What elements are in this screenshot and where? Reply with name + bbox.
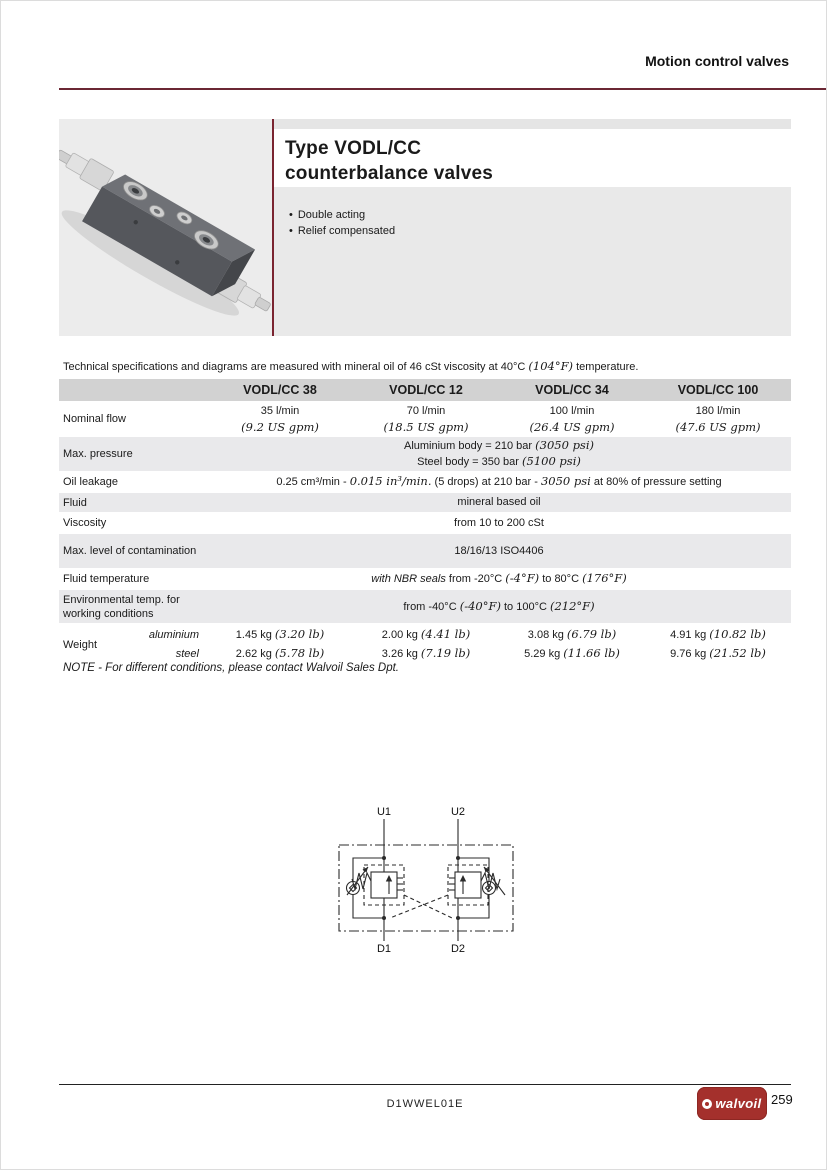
imperial-value: (10.82 lb) xyxy=(709,627,766,641)
span-cell xyxy=(207,472,791,492)
span-cell xyxy=(207,437,791,471)
value-cell xyxy=(207,624,353,666)
row-label: Max. level of contamination xyxy=(63,545,197,557)
metric-value: (5 drops) at 210 bar - xyxy=(431,476,541,488)
schematic-svg xyxy=(331,801,521,953)
metric-value: 1.45 kg xyxy=(235,629,275,641)
product-title-line2: counterbalance valves xyxy=(285,163,494,184)
valve-photo-illustration xyxy=(59,119,272,336)
metric-value: 2.62 kg xyxy=(235,648,275,660)
imperial-value: (212°F) xyxy=(549,598,595,613)
imperial-value: (6.79 lb) xyxy=(566,627,617,641)
value-cell xyxy=(645,402,791,436)
intro-part: temperature. xyxy=(573,361,639,373)
metric-value: to 80°C xyxy=(539,573,583,585)
product-photo xyxy=(59,119,272,336)
hydraulic-schematic xyxy=(331,801,521,953)
product-block xyxy=(59,119,791,336)
contamination-value: 18/16/13 ISO4406 xyxy=(454,544,544,557)
row-oil-leakage xyxy=(59,472,791,493)
port-label-d2: D2 xyxy=(450,943,466,953)
intro-part: Technical specifications and diagrams are measured with mineral oil of 46 cSt viscosity at 40°C xyxy=(63,361,529,373)
imperial-value: 0.015 in³/min. xyxy=(349,474,432,488)
spec-table xyxy=(59,379,791,667)
imperial-value: 3050 psi xyxy=(540,474,591,488)
span-cell xyxy=(207,493,791,512)
fluid-value: mineral based oil xyxy=(457,496,541,508)
header-rule xyxy=(59,88,827,90)
logo-text: walvoil xyxy=(715,1096,762,1111)
metric-value: 100 l/min xyxy=(549,404,595,417)
imperial-value: (21.52 lb) xyxy=(709,646,766,660)
value-cell xyxy=(499,624,645,666)
value-cell xyxy=(499,402,645,436)
metric-value: from -40°C xyxy=(403,600,460,613)
note-text: NOTE - For different conditions, please contact Walvoil Sales Dpt. xyxy=(63,662,399,674)
row-viscosity xyxy=(59,513,791,534)
port-label-u1: U1 xyxy=(376,806,392,818)
imperial-value: (9.2 US gpm) xyxy=(241,419,319,434)
product-title xyxy=(274,129,791,187)
metric-value: 9.76 kg xyxy=(670,648,710,660)
row-label: Fluid xyxy=(63,496,87,509)
row-environmental-temperature xyxy=(59,590,791,624)
row-fluid xyxy=(59,493,791,513)
walvoil-logo xyxy=(697,1087,767,1120)
fluid-temp-line xyxy=(207,571,791,587)
span-cell xyxy=(207,590,791,623)
value-cell xyxy=(645,624,791,666)
value-cell xyxy=(207,402,353,436)
pressure-line xyxy=(207,454,791,470)
imperial-value: (7.19 lb) xyxy=(420,646,471,660)
metric-value: 70 l/min xyxy=(406,404,446,417)
imperial-value: (5.78 lb) xyxy=(274,646,325,660)
port-label-u2: U2 xyxy=(450,806,466,818)
page-header-title: Motion control valves xyxy=(645,53,789,69)
feature-label: Double acting xyxy=(297,209,366,221)
row-label: Environmental temp. for working conditions xyxy=(63,593,180,620)
row-label: Nominal flow xyxy=(63,413,126,425)
row-weight xyxy=(59,624,791,667)
feature-item xyxy=(289,223,791,239)
row-label xyxy=(59,624,207,666)
imperial-value: (18.5 US gpm) xyxy=(383,419,469,434)
column-header: VODL/CC 38 xyxy=(243,383,317,397)
row-label: Max. pressure xyxy=(63,448,133,460)
seal-note: with NBR seals xyxy=(371,573,446,585)
metric-value: 3.26 kg xyxy=(381,648,421,660)
pilot-lines xyxy=(390,895,452,918)
row-label: Oil leakage xyxy=(63,476,119,488)
row-max-pressure xyxy=(59,437,791,472)
pressure-line xyxy=(207,438,791,454)
metric-value: to 100°C xyxy=(500,600,550,613)
page-number: 259 xyxy=(771,1092,793,1107)
viscosity-value: from 10 to 200 cSt xyxy=(454,516,544,529)
table-header-row xyxy=(59,379,791,402)
metric-value: 3.08 kg xyxy=(527,629,567,641)
metric-value: at 80% of pressure setting xyxy=(590,476,722,488)
intro-imperial: (104°F) xyxy=(528,359,574,373)
row-contamination xyxy=(59,534,791,569)
imperial-value: (5100 psi) xyxy=(522,454,581,468)
imperial-value: (26.4 US gpm) xyxy=(529,419,615,434)
imperial-value: (4.41 lb) xyxy=(420,627,471,641)
metric-value: Aluminium body = 210 bar xyxy=(403,440,536,452)
header-columns xyxy=(207,379,791,401)
imperial-value: (47.6 US gpm) xyxy=(675,419,761,434)
logo-ring-icon xyxy=(702,1099,712,1109)
metric-value: 5.29 kg xyxy=(524,648,564,660)
column-header: VODL/CC 12 xyxy=(389,383,463,397)
span-cell xyxy=(207,513,791,533)
metric-value: Steel body = 350 bar xyxy=(417,456,523,468)
column-header: VODL/CC 34 xyxy=(535,383,609,397)
valve-symbol-right xyxy=(448,865,505,905)
imperial-value: (11.66 lb) xyxy=(563,646,620,660)
weight-label: Weight xyxy=(63,639,98,651)
value-cell xyxy=(353,624,499,666)
footer-rule xyxy=(59,1084,791,1085)
material-label: aluminium xyxy=(148,629,199,641)
row-label: Fluid temperature xyxy=(63,573,150,585)
feature-panel xyxy=(274,187,791,336)
row-nominal-flow xyxy=(59,402,791,437)
metric-value: 0.25 cm³/min - xyxy=(276,476,350,488)
metric-value: 35 l/min xyxy=(260,404,300,417)
leakage-line xyxy=(207,474,791,490)
feature-item xyxy=(289,207,791,223)
product-title-line1: Type VODL/CC xyxy=(285,138,422,159)
span-cell xyxy=(207,569,791,589)
imperial-value: (3.20 lb) xyxy=(274,627,325,641)
title-top-strip xyxy=(274,119,791,129)
header-label-spacer xyxy=(59,379,207,401)
metric-value: from -20°C xyxy=(445,573,506,585)
intro-text xyxy=(63,359,638,373)
feature-label: Relief compensated xyxy=(297,225,396,237)
imperial-value: (3050 psi) xyxy=(535,438,594,452)
product-info xyxy=(274,119,791,336)
port-label-d1: D1 xyxy=(376,943,392,953)
metric-value: 180 l/min xyxy=(695,404,741,417)
row-label: Viscosity xyxy=(63,517,107,529)
value-cell xyxy=(353,402,499,436)
metric-value: 2.00 kg xyxy=(381,629,421,641)
material-label: steel xyxy=(175,648,199,660)
imperial-value: (-40°F) xyxy=(459,598,501,613)
env-temp-line xyxy=(207,599,791,615)
span-cell xyxy=(207,534,791,568)
row-fluid-temperature xyxy=(59,569,791,590)
metric-value: 4.91 kg xyxy=(670,629,710,641)
imperial-value: (176°F) xyxy=(582,571,627,585)
column-header: VODL/CC 100 xyxy=(677,383,759,397)
imperial-value: (-4°F) xyxy=(505,571,540,585)
valve-symbol-left xyxy=(347,865,404,905)
material-labels xyxy=(149,626,203,664)
doc-code: D1WWEL01E xyxy=(386,1098,464,1110)
